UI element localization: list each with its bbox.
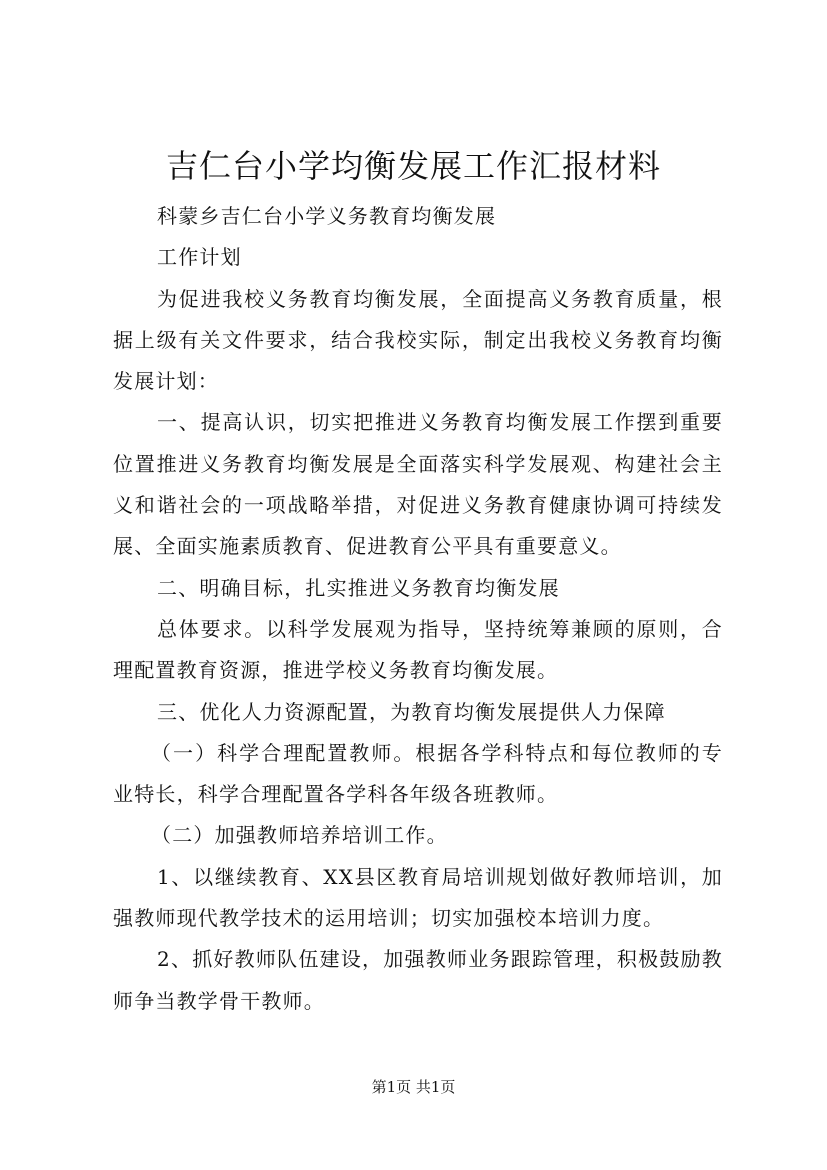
paragraph-plan-heading: 工作计划 xyxy=(157,245,242,270)
paragraph-section-3-heading: 三、优化人力资源配置，为教育均衡发展提供人力保障 xyxy=(157,699,666,724)
paragraph-intro: 为促进我校义务教育均衡发展，全面提高义务教育质量，根据上级有关文件要求，结合我校实际，制定出我校义务教育均衡发展计划： xyxy=(113,286,723,394)
paragraph-item-1: 1、以继续教育、XX县区教育局培训规划做好教师培训，加强教师现代教学技术的运用培训；切实加强校本培训力度。 xyxy=(113,864,723,931)
paragraph-item-2: 2、抓好教师队伍建设，加强教师业务跟踪管理，积极鼓励教师争当教学骨干教师。 xyxy=(113,947,723,1013)
paragraph-school-heading: 科蒙乡吉仁台小学义务教育均衡发展 xyxy=(157,204,497,228)
paragraph-section-1: 一、提高认识，切实把推进义务教育均衡发展工作摆到重要位置推进义务教育均衡发展是全面落实科学发展观、构建社会主义和谐社会的一项战略举措，对促进义务教育健康协调可持续发展、全面实施素质教育、促进教育公平具有重要意义。 xyxy=(113,410,723,559)
paragraph-section-2-heading: 二、明确目标，扎实推进义务教育均衡发展 xyxy=(157,575,560,600)
page-footer: 第1页 共1页 xyxy=(371,1078,456,1096)
paragraph-subsection-1: （一）科学合理配置教师。根据各学科特点和每位教师的专业特长，科学合理配置各学科各年级各班教师。 xyxy=(113,740,723,807)
document-title: 吉仁台小学均衡发展工作汇报材料 xyxy=(165,147,661,185)
paragraph-overall-requirement: 总体要求。以科学发展观为指导，坚持统筹兼顾的原则，合理配置教育资源，推进学校义务教育均衡发展。 xyxy=(113,616,723,683)
paragraph-subsection-2: （二）加强教师培养培训工作。 xyxy=(151,823,448,848)
document-body xyxy=(113,196,723,1022)
